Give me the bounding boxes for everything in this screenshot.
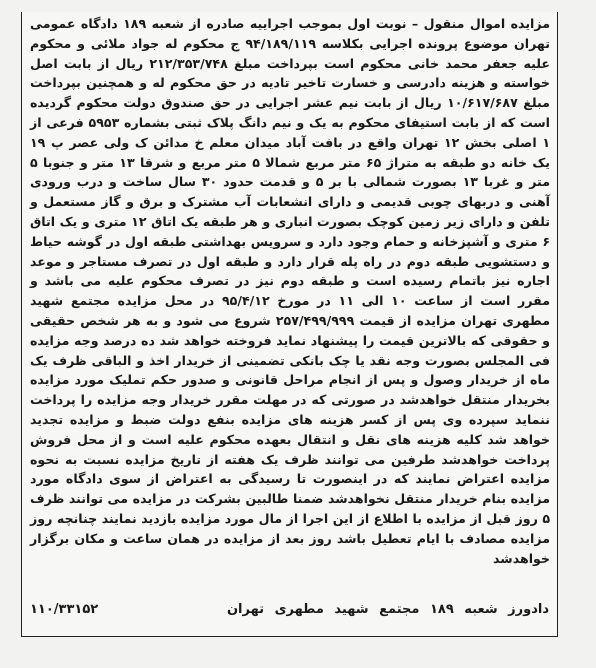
notice-footer: [22, 602, 557, 617]
legal-notice: [21, 12, 558, 637]
notice-reference-number: ۱۱۰/۳۳۱۵۲: [30, 602, 99, 617]
notice-body-text: مزایده اموال منقول – نوبت اول بموجب اجراییه صادره از شعبه ۱۸۹ دادگاه عمومی تهران موضوع پرونده اجرایی بکلاسه ۹۴/۱۸۹/۱۱۹ ج محکوم له جواد ملائی و محکوم علیه جعفر محمد خانی محکوم است بپرداخت مبلغ ۲۱۲/۳۵۳/۷۴۸ ریال از بابت اصل خواسته و هزینه دادرسی و خسارت تاخیر تادیه در حق محکوم له و همچنین بپرداخت مبلغ ۱۰/۶۱۷/۶۸۷ ریال از بابت نیم عشر اجرایی در حق صندوق دولت محکوم گردیده است که از بابت استیفای محکوم به یک و نیم دانگ پلاک ثبتی بشماره ۵۹۵۳ فرعی از ۱ اصلی بخش ۱۲ تهران واقع در بافت آباد میدان معلم خ مدائن ک ولی عصر پ ۱۹ یک خانه دو طبقه به متراژ ۶۵ متر مربع شمالا ۵ متر مربع و شرقا ۱۳ متر و جنوبا ۵ متر و غربا ۱۳ بصورت شمالی با بر ۵ و قدمت حدود ۳۰ سال ساخت و درب ورودی آهنی و دربهای چوبی قدیمی و دارای انشعابات آب مشترک و برق و گاز مستعمل و تلفن و دارای زیر زمین کوچک بصورت انباری و هر طبقه یک اتاق ۱۲ متری و یک اتاق ۶ متری و آشپزخانه و حمام وجود دارد و سرویس بهداشتی طبقه اول در گوشه حیاط و دستشویی طبقه دوم در راه پله قرار دارد و طبقه اول در تصرف مستاجر و موعد اجاره نیز باتمام رسیده است و طبقه دوم نیز در تصرف محکوم علیه می باشد و مقرر است از ساعت ۱۰ الی ۱۱ در مورخ ۹۵/۴/۱۲ در محل مزایده مجتمع شهید مطهری تهران مزایده از قیمت ۲۵۷/۴۹۹/۹۹۹ شروع می شود و به هر شخص حقیقی و حقوقی که بالاترین قیمت را پیشنهاد نماید فروخته خواهد شد ده درصد وجه مزایده فی المجلس بصورت وجه نقد یا چک بانکی تضمینی از خریدار اخذ و الباقی ظرف یک ماه از خریدار وصول و پس از انجام مراحل قانونی و صدور حکم تملیک مورد مزایده بخریدار منتقل خواهدشد در صورتی که در مهلت مقرر خریدار وجه مزایده را پرداخت ننماید سپرده وی پس از کسر هزینه های مزایده بنفع دولت ضبط و مزایده تجدید خواهد شد کلیه هزینه های نقل و انتقال بعهده محکوم علیه است و از محل فروش پرداخت خواهدشد طرفین می توانند ظرف یک هفته از تاریخ مزایده نسبت به نحوه مزایده اعتراض نمایند که در اینصورت تا رسیدگی به اعتراض از سوی دادگاه مورد مزایده بنام خریدار منتقل نخواهدشد ضمنا طالبین بشرکت در مزایده می توانند ظرف ۵ روز قبل از مزایده با اطلاع از این اجرا از مال مورد مزایده بازدید نمایند چنانچه روز مزایده مصادف با ایام تعطیل باشد روز بعد از مزایده در همان ساعت و مکان برگزار خواهدشد: [30, 16, 551, 566]
notice-signature: دادورز شعبه ۱۸۹ مجتمع شهید مطهری تهران: [226, 602, 549, 617]
